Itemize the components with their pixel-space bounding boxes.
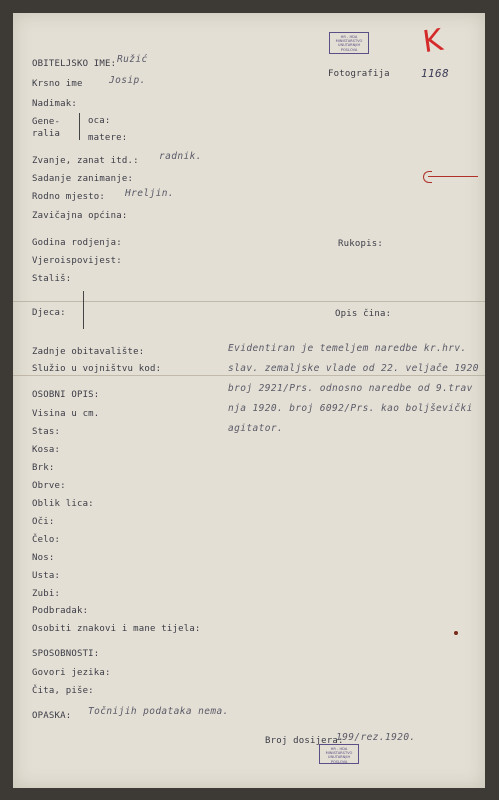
chin-label: Podbradak: [32, 606, 89, 616]
moustache-label: Brk: [32, 463, 55, 473]
red-pencil-curl [423, 171, 432, 183]
eyes-label: Oči: [32, 517, 55, 527]
home-municipality-label: Zavičajna općina: [32, 211, 128, 221]
teeth-label: Zubi: [32, 589, 61, 599]
surname-label: OBITELJSKO IME: [32, 59, 117, 69]
military-label: Služio u vojništvu kod: [32, 364, 162, 374]
red-pencil-line [428, 176, 478, 177]
birthplace-label: Rodno mjesto: [32, 192, 106, 202]
remark-value: Točnijih podataka nema. [88, 706, 229, 717]
archive-stamp: HR - HDA MINISTARSTVO UNUTARNJIH POSLOVA [329, 32, 369, 54]
children-label: Djeca: [32, 308, 66, 318]
nickname-label: Nadimak: [32, 99, 77, 109]
last-residence-label: Zadnje obitavalište: [32, 347, 145, 357]
birth-year-label: Godina rodjenja: [32, 238, 122, 248]
remark-label: OPASKA: [32, 711, 72, 721]
photograph-label: Fotografija [328, 69, 390, 79]
surname-value: Ružić [117, 54, 148, 65]
offence-label: Opis čina: [335, 309, 392, 319]
face-shape-label: Oblik lica: [32, 499, 94, 509]
description-heading: OSOBNI OPIS: [32, 390, 100, 400]
dossier-number-label: Broj dosijera: [265, 736, 344, 746]
handwriting-label: Rukopis: [338, 239, 383, 249]
firstname-value: Josip. [109, 75, 146, 86]
nose-label: Nos: [32, 553, 55, 563]
abilities-heading: SPOSOBNOSTI: [32, 649, 100, 659]
current-occupation-label: Sadanje zanimanje: [32, 174, 134, 184]
red-k-mark: K [420, 22, 445, 61]
generalia-brace [79, 113, 80, 140]
reads-label: Čita, piše: [32, 686, 94, 696]
forehead-label: Čelo: [32, 535, 61, 545]
birthplace-value: Hreljin. [125, 188, 174, 199]
occupation-label: Zvanje, zanat itd.: [32, 156, 139, 166]
firstname-label: Krsno ime [32, 79, 83, 89]
hair-label: Kosa: [32, 445, 61, 455]
mouth-label: Usta: [32, 571, 61, 581]
children-brace [83, 291, 84, 329]
handwritten-number: 1168 [421, 67, 450, 80]
dossier-number-value: 199/rez.1920. [336, 732, 416, 743]
mother-label: matere: [88, 133, 128, 143]
offence-description: Evidentiran je temeljem naredbe kr.hrv. slav. zemaljske vlade od 22. veljače 1920 broj 2921/Prs. odnosno naredbe od 9.trav nja 1920. broj 6092/Prs. kao boljševički agitator. [228, 343, 479, 434]
height-label: Visina u cm. [32, 409, 100, 419]
generalia-label: Gene- ralia [32, 117, 61, 139]
languages-label: Govori jezika: [32, 668, 111, 678]
ink-spot [454, 631, 458, 635]
father-label: oca: [88, 116, 111, 126]
religion-label: Vjeroispovijest: [32, 256, 122, 266]
marks-label: Osobiti znakovi i mane tijela: [32, 624, 201, 634]
status-label: Stališ: [32, 274, 72, 284]
occupation-value: radnik. [159, 151, 202, 162]
archive-stamp-bottom: HR - HDA MINISTARSTVO UNUTARNJIH POSLOVA [319, 744, 359, 764]
dossier-card [13, 13, 485, 788]
eyebrows-label: Obrve: [32, 481, 66, 491]
stature-label: Stas: [32, 427, 61, 437]
